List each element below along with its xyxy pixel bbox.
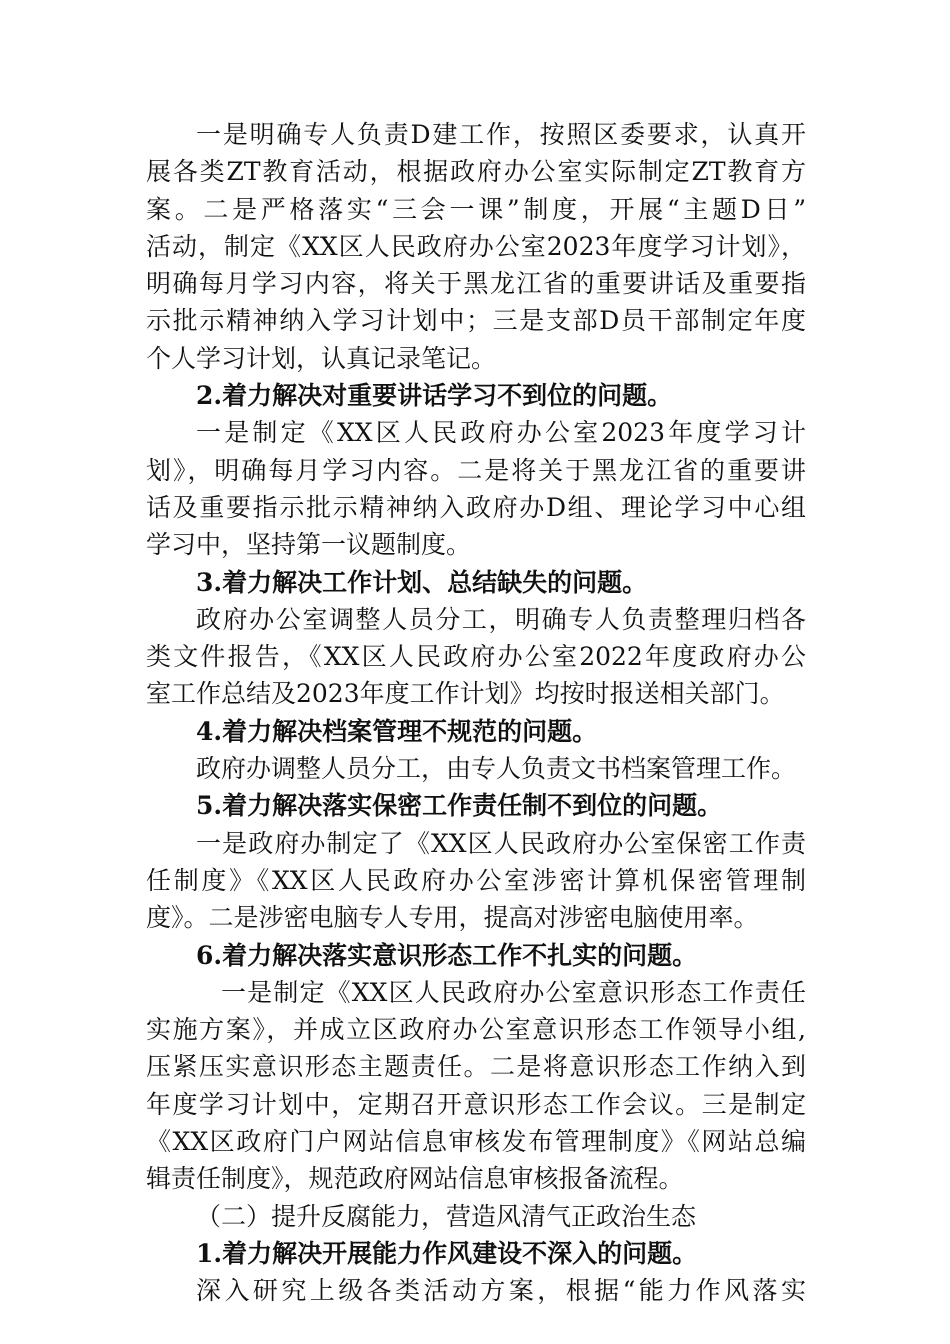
body-text-line: 活动，制定《XX区人民政府办公室2023年度学习计划》， [146,231,806,261]
section-heading: 2.着力解决对重要讲话学习不到位的问题。 [196,381,673,411]
body-text-line: 年度学习计划中，定期召开意识形态工作会议。三是制定 [146,1089,806,1119]
section-heading: 3.着力解决工作计划、总结缺失的问题。 [196,567,648,597]
body-text-line: 辑责任制度》，规范政府网站信息审核报备流程。 [146,1164,684,1194]
body-text-line: 《XX区政府门户网站信息审核发布管理制度》《网站总编 [146,1127,806,1157]
document-page [146,116,806,1310]
body-text-line: 一是制定《XX区人民政府办公室意识形态工作责任 [221,977,806,1007]
body-text-line: 任制度》《XX区人民政府办公室涉密计算机保密管理制 [146,865,806,895]
body-text-line: 展各类ZT教育活动，根据政府办公室实际制定ZT教育方 [146,157,806,187]
body-text-line: 一是政府办制定了《XX区人民政府办公室保密工作责 [196,828,806,858]
section-heading: 1.着力解决开展能力作风建设不深入的问题。 [196,1238,698,1268]
section-heading: 6.着力解决落实意识形态工作不扎实的问题。 [196,940,698,970]
body-text-line: 个人学习计划，认真记录笔记。 [146,343,497,373]
body-text-line: 实施方案》，并成立区政府办公室意识形态工作领导小组, [146,1015,806,1045]
body-text-line: 深入研究上级各类活动方案，根据“能力作风落实 [196,1276,806,1306]
body-text-line: （二）提升反腐能力，营造风清气正政治生态 [196,1201,697,1231]
body-text-line: 明确每月学习内容，将关于黑龙江省的重要讲话及重要指 [146,269,806,299]
body-text-line: 室工作总结及2023年度工作计划》均按时报送相关部门。 [146,679,785,709]
body-text-line: 示批示精神纳入学习计划中；三是支部D员干部制定年度 [146,306,806,336]
body-text-line: 案。二是严格落实“三会一课”制度，开展“主题D日” [146,194,806,224]
body-text-line: 政府办公室调整人员分工，明确专人负责整理归档各 [196,604,806,634]
body-text-line: 学习中，坚持第一议题制度。 [146,530,472,560]
body-text-line: 类文件报告，《XX区人民政府办公室2022年度政府办公 [146,642,806,672]
section-heading: 4.着力解决档案管理不规范的问题。 [196,716,598,746]
body-text-line: 一是明确专人负责D建工作，按照区委要求，认真开 [196,120,806,149]
body-text-line: 压紧压实意识形态主题责任。二是将意识形态工作纳入到 [146,1052,806,1082]
body-text-line: 划》，明确每月学习内容。二是将关于黑龙江省的重要讲 [146,455,806,485]
body-text-line: 政府办调整人员分工，由专人负责文书档案管理工作。 [196,754,797,784]
body-text-line: 话及重要指示批示精神纳入政府办D组、理论学习中心组 [146,492,806,522]
section-heading: 5.着力解决落实保密工作责任制不到位的问题。 [196,791,723,821]
body-text-line: 一是制定《XX区人民政府办公室2023年度学习计 [196,418,806,448]
body-text-line: 度》。二是涉密电脑专人专用，提高对涉密电脑使用率。 [146,903,759,933]
